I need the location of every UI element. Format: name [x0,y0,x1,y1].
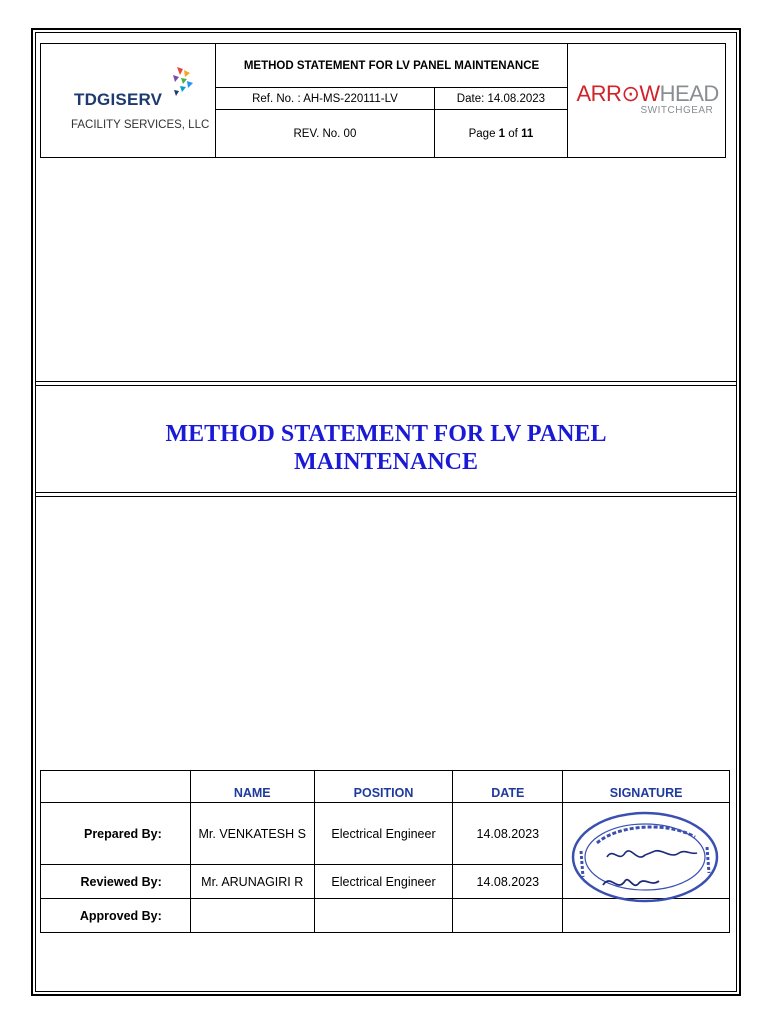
arrowhead-subtitle: SWITCHGEAR [640,104,714,116]
page-prefix: Page [468,127,499,140]
header-date: Date: 14.08.2023 [434,88,567,110]
page-current: 1 [498,127,506,140]
arrowhead-logo [568,44,726,158]
tdgiserv-subtitle: FACILITY SERVICES, LLC [71,119,210,131]
page-number [434,110,567,158]
revision-number: REV. No. 00 [216,110,435,158]
approved-by-label: Approved By: [41,899,191,933]
main-title-line1: METHOD STATEMENT FOR LV PANEL [165,421,607,447]
prepared-by-label: Prepared By: [41,803,191,865]
signature-stamp [563,803,730,899]
col-header-position: POSITION [314,771,453,803]
approval-table [40,770,730,933]
title-rule-top-2 [35,385,737,386]
reviewed-by-name: Mr. ARUNAGIRI R [190,865,314,899]
reviewed-by-label: Reviewed By: [41,865,191,899]
approved-by-date [453,899,563,933]
reviewed-by-position: Electrical Engineer [314,865,453,899]
page-mid: of [505,127,522,140]
ref-number: Ref. No. : AH-MS-220111-LV [216,88,435,110]
prepared-by-date: 14.08.2023 [453,803,563,865]
page-total: 11 [521,127,534,140]
reviewed-by-date: 14.08.2023 [453,865,563,899]
title-rule-bottom-2 [35,496,737,497]
title-rule-bottom [35,492,737,493]
col-header-role [41,771,191,803]
tdgiserv-name: TDGISERV [74,90,163,109]
title-rule-top [35,381,737,382]
approved-by-name [190,899,314,933]
col-header-date: DATE [453,771,563,803]
tdgiserv-mark-icon [171,67,193,101]
company-stamp-icon [567,807,727,907]
document-header [40,43,726,158]
col-header-name: NAME [190,771,314,803]
prepared-by-position: Electrical Engineer [314,803,453,865]
prepared-by-name: Mr. VENKATESH S [190,803,314,865]
header-doc-title: METHOD STATEMENT FOR LV PANEL MAINTENANCE [216,44,568,88]
main-title-line2: MAINTENANCE [293,449,478,475]
col-header-signature: SIGNATURE [563,771,730,803]
approved-by-position [314,899,453,933]
arrowhead-wordmark: ARR⊙WHEAD [576,80,719,106]
tdgiserv-logo [41,44,216,158]
main-title [35,420,737,476]
table-row [41,803,730,865]
